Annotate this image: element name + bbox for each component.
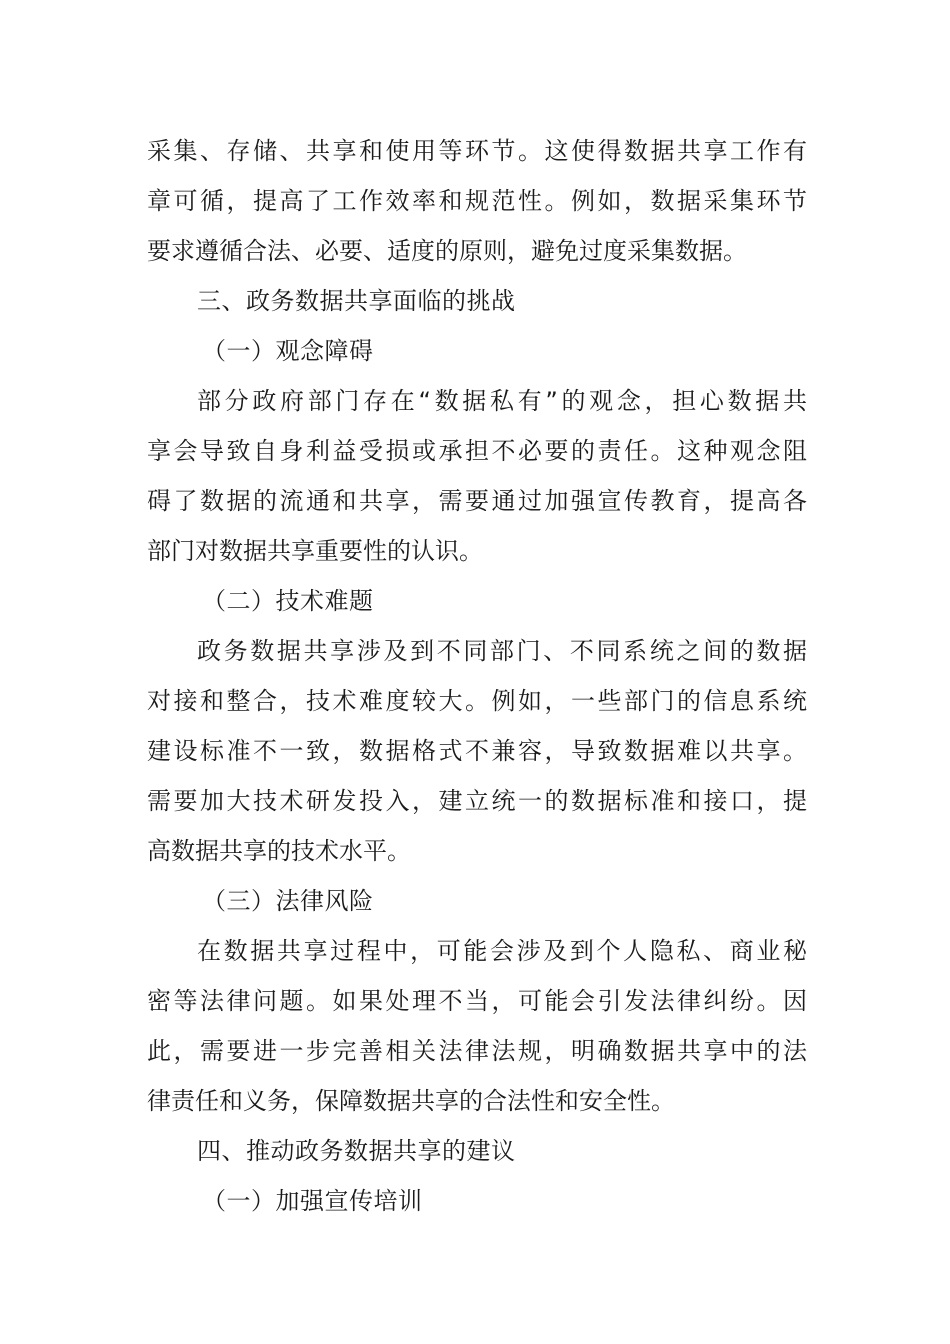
- paragraph-line: 章可循，提高了工作效率和规范性。例如，数据采集环节: [147, 187, 807, 215]
- paragraph-line: 律责任和义务，保障数据共享的合法性和安全性。: [147, 1087, 675, 1115]
- subsection-heading: （二）技术难题: [202, 587, 374, 615]
- section-heading: 四、推动政务数据共享的建议: [197, 1137, 516, 1165]
- paragraph-line: 碍了数据的流通和共享，需要通过加强宣传教育，提高各: [147, 487, 807, 515]
- paragraph-line: 需要加大技术研发投入，建立统一的数据标准和接口，提: [147, 787, 807, 815]
- paragraph-line: 部分政府部门存在“数据私有”的观念，担心数据共: [197, 387, 807, 415]
- paragraph-line: 对接和整合，技术难度较大。例如，一些部门的信息系统: [147, 687, 807, 715]
- subsection-heading: （一）观念障碍: [202, 337, 374, 365]
- subsection-heading: （三）法律风险: [202, 887, 374, 915]
- paragraph-line: 在数据共享过程中，可能会涉及到个人隐私、商业秘: [197, 937, 807, 965]
- paragraph-line: 此，需要进一步完善相关法律法规，明确数据共享中的法: [147, 1037, 807, 1065]
- paragraph-line: 高数据共享的技术水平。: [147, 837, 411, 865]
- paragraph-line: 要求遵循合法、必要、适度的原则，避免过度采集数据。: [147, 237, 747, 265]
- paragraph-line: 享会导致自身利益受损或承担不必要的责任。这种观念阻: [147, 437, 807, 465]
- paragraph-line: 政务数据共享涉及到不同部门、不同系统之间的数据: [197, 637, 807, 665]
- section-heading: 三、政务数据共享面临的挑战: [197, 287, 516, 315]
- paragraph-line: 密等法律问题。如果处理不当，可能会引发法律纠纷。因: [147, 987, 807, 1015]
- subsection-heading: （一）加强宣传培训: [202, 1187, 423, 1215]
- paragraph-line: 建设标准不一致，数据格式不兼容，导致数据难以共享。: [147, 737, 807, 765]
- paragraph-line: 部门对数据共享重要性的认识。: [147, 537, 483, 565]
- paragraph-line: 采集、存储、共享和使用等环节。这使得数据共享工作有: [147, 137, 807, 165]
